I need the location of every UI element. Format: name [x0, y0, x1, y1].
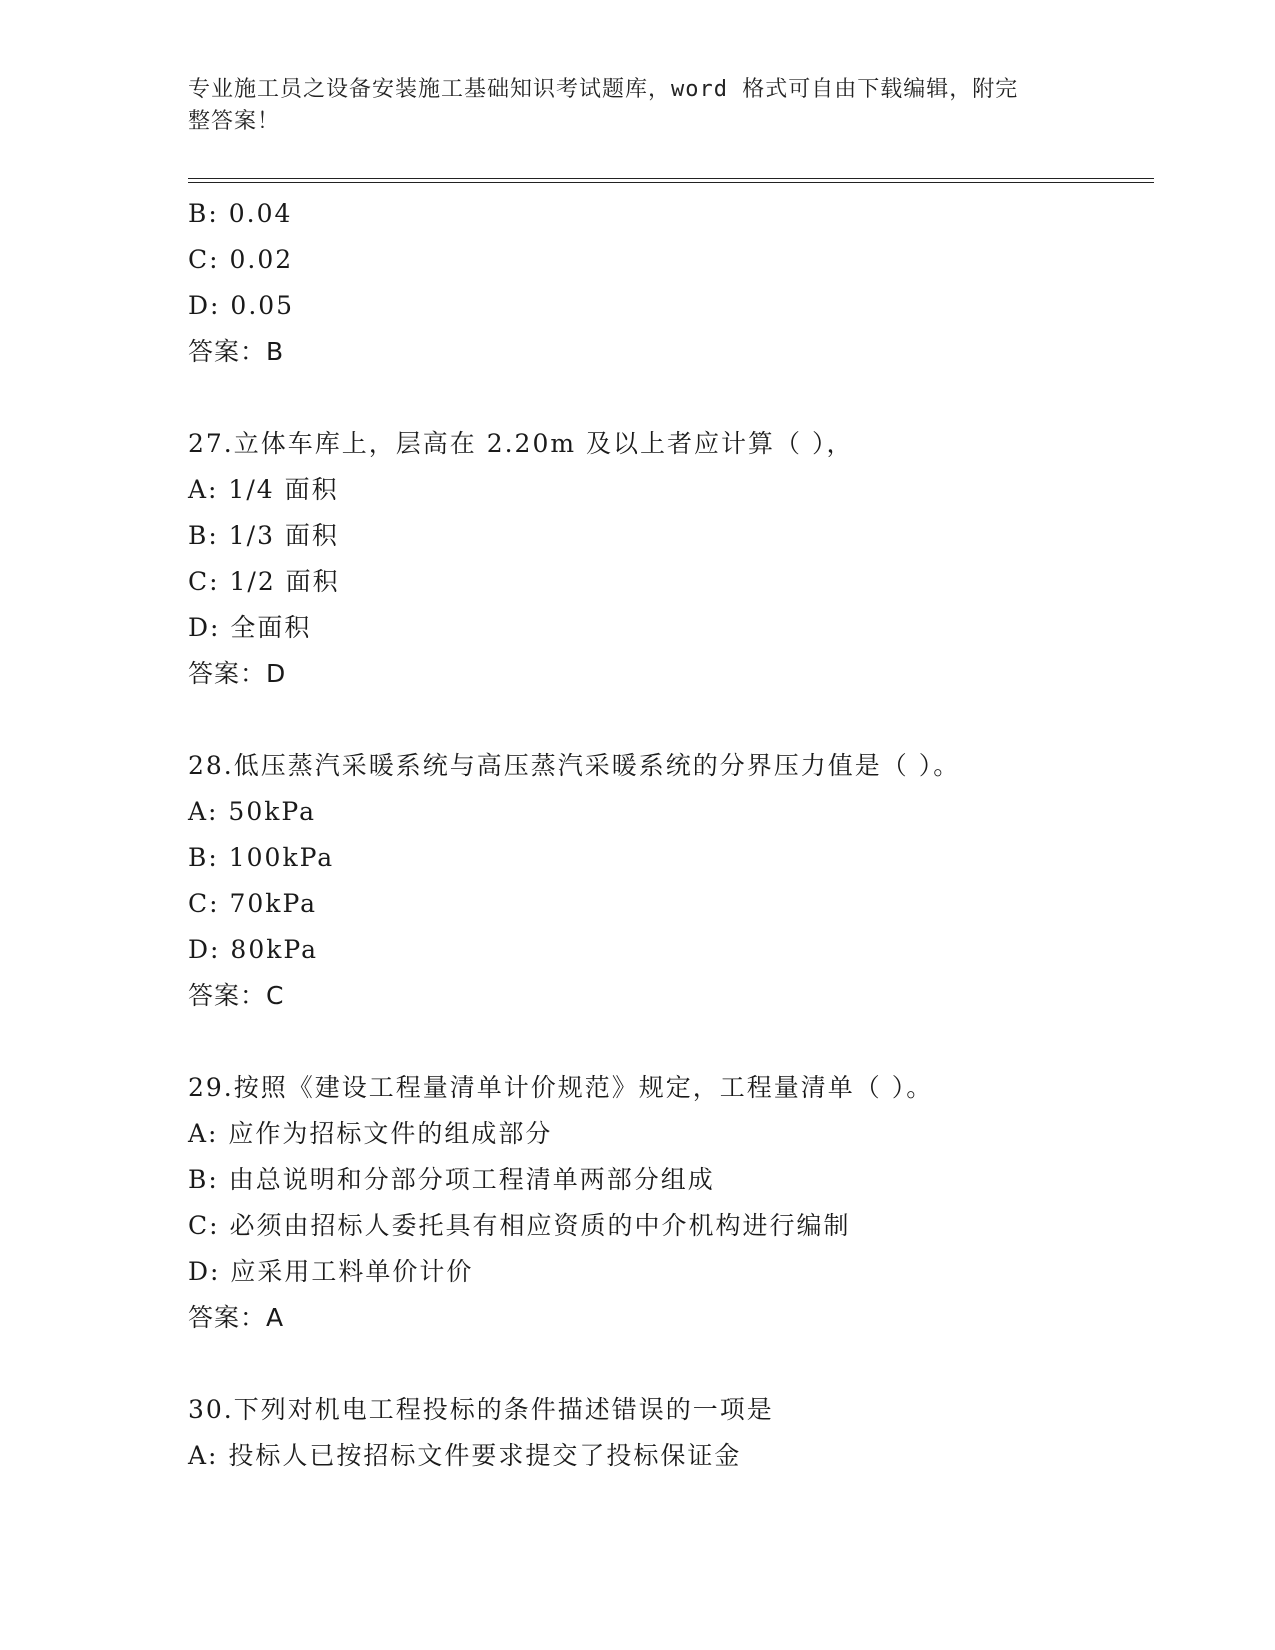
header-line-2: 整答案！	[188, 109, 281, 134]
option-c: C: 0.02	[188, 245, 294, 274]
header-line-1: 专业施工员之设备安装施工基础知识考试题库，word 格式可自由下载编辑，附完	[188, 77, 1019, 102]
option-d: D: 80kPa	[188, 935, 318, 964]
document-header	[188, 74, 1068, 138]
answer: 答案：A	[188, 1303, 285, 1332]
option-b: B: 1/3 面积	[188, 521, 339, 550]
question-stem: 27.立体车库上，层高在 2.20m 及以上者应计算（ ），	[188, 429, 854, 458]
document-body	[188, 191, 1154, 1479]
option-a: A: 投标人已按招标文件要求提交了投标保证金	[188, 1441, 742, 1470]
question-stem: 30.下列对机电工程投标的条件描述错误的一项是	[188, 1395, 774, 1424]
option-b: B: 由总说明和分部分项工程清单两部分组成	[188, 1165, 715, 1194]
header-divider-top	[188, 178, 1154, 179]
option-b: B: 0.04	[188, 199, 293, 228]
answer: 答案：B	[188, 337, 285, 366]
option-c: C: 70kPa	[188, 889, 318, 918]
option-d: D: 应采用工料单价计价	[188, 1257, 474, 1286]
answer: 答案：C	[188, 981, 285, 1010]
question-stem: 29.按照《建设工程量清单计价规范》规定，工程量清单（ ）。	[188, 1073, 934, 1102]
answer: 答案：D	[188, 659, 287, 688]
option-d: D: 0.05	[188, 291, 295, 320]
option-c: C: 必须由招标人委托具有相应资质的中介机构进行编制	[188, 1211, 851, 1240]
question-29	[188, 1065, 1154, 1341]
question-28	[188, 743, 1154, 1019]
question-26-tail	[188, 191, 1154, 375]
question-27	[188, 421, 1154, 697]
option-d: D: 全面积	[188, 613, 312, 642]
header-divider-bottom	[188, 182, 1154, 183]
question-stem: 28.低压蒸汽采暖系统与高压蒸汽采暖系统的分界压力值是（ ）。	[188, 751, 961, 780]
question-30	[188, 1387, 1154, 1479]
option-a: A: 50kPa	[188, 797, 316, 826]
option-a: A: 应作为招标文件的组成部分	[188, 1119, 553, 1148]
option-c: C: 1/2 面积	[188, 567, 340, 596]
option-a: A: 1/4 面积	[188, 475, 339, 504]
option-b: B: 100kPa	[188, 843, 335, 872]
